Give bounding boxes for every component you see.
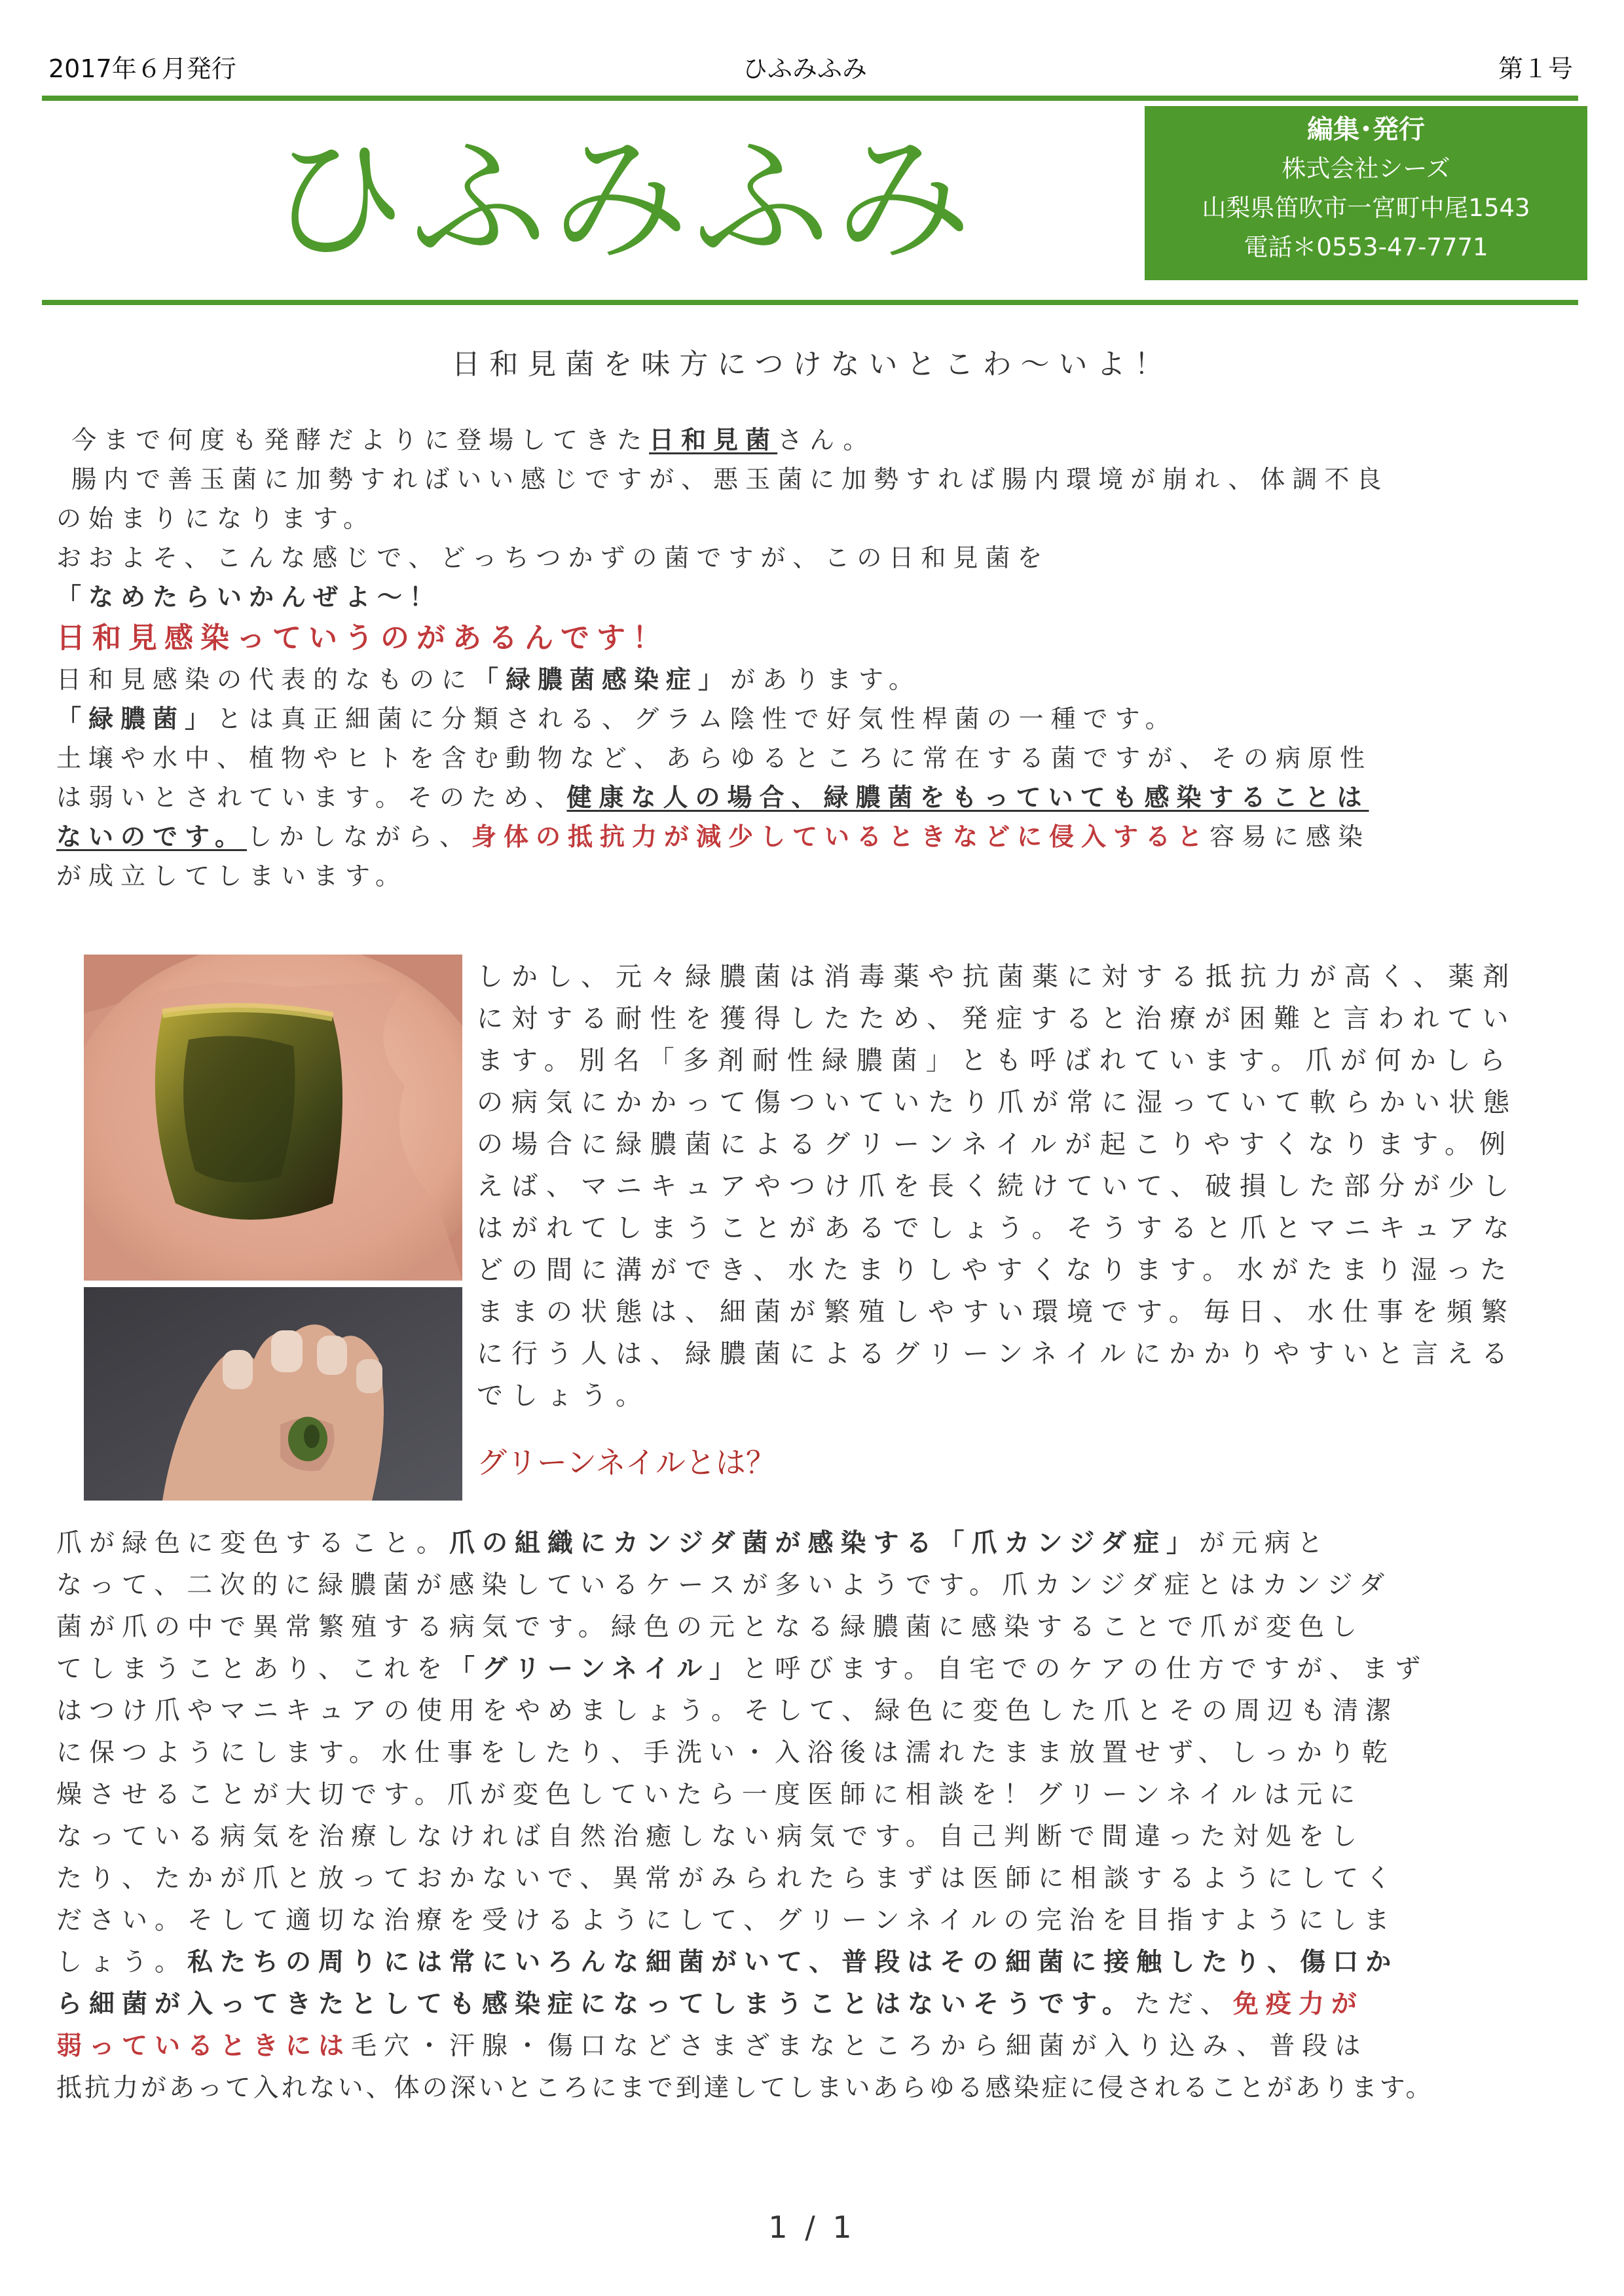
text-run: 今まで何度も発酵だよりに登場してきた: [71, 426, 650, 454]
body-line: たり、たかが爪と放っておかないで、異常がみられたらまずは医師に相談するようにしてく: [56, 1864, 1399, 1893]
text-run: ただ、: [1134, 1990, 1233, 2019]
highlight-term: 「緑膿菌感染症」: [473, 665, 731, 694]
masthead-rule: [42, 300, 1578, 305]
side-line: しかし、元々緑膿菌は消毒薬や抗菌薬に対する抵抗力が高く、薬剤: [477, 962, 1518, 992]
highlight-phrase: 私たちの周りには常にいろんな細菌がいて、普段はその細菌に接触したり、傷口か: [187, 1948, 1399, 1977]
text-run: 毛穴・汗腺・傷口などさまざまなところから細菌が入り込み、普段は: [351, 2032, 1368, 2061]
highlight-phrase: ないのです。: [56, 822, 247, 851]
side-paragraph: [477, 956, 1578, 1417]
intro-line: [56, 660, 1569, 699]
text-run: と呼びます。自宅でのケアの仕方ですが、まず: [742, 1654, 1428, 1684]
side-line: でしょう。: [477, 1381, 650, 1411]
side-line: ます。別名「多剤耐性緑膿菌」とも呼ばれています。爪が何かしら: [477, 1046, 1514, 1076]
side-line: に行う人は、緑膿菌によるグリーンネイルにかかりやすいと言える: [477, 1339, 1517, 1369]
section-heading: グリーンネイルとは？: [477, 1445, 776, 1480]
body-line: はつけ爪やマニキュアの使用をやめましょう。そして、緑色に変色した爪とその周辺も清潔: [56, 1696, 1399, 1726]
header-rule: [42, 96, 1578, 101]
warning-phrase: 弱っているときには: [56, 2032, 352, 2061]
text-run: 容易に感染: [1209, 822, 1371, 851]
text-run: てしまうことあり、これを: [56, 1654, 450, 1684]
side-line: の病気にかかって傷ついていたり爪が常に湿っていて軟らかい状態: [477, 1087, 1518, 1118]
text-run: しょう。: [56, 1948, 188, 1977]
body-line: [56, 2026, 1582, 2068]
body-line: 抵抗力があって入れない、体の深いところにまで到達してしまいあらゆる感染症に侵されることがあります。: [56, 2073, 1434, 2103]
issue-date: 2017年６月発行: [48, 54, 236, 83]
intro-line: おおよそ、こんな感じで、どっちつかずの菌ですが、この日和見菌を: [56, 543, 1050, 572]
issue-number: 第１号: [1498, 54, 1574, 83]
intro-line: が成立してしまいます。: [56, 862, 407, 890]
text-run: 日和見感染の代表的なものに: [56, 665, 474, 694]
body-line: [56, 1984, 1582, 2026]
intro-line: [56, 699, 1569, 738]
publisher-address: 山梨県笛吹市一宮町中尾1543: [1202, 194, 1530, 222]
warning-phrase: 免疫力が: [1232, 1990, 1364, 2019]
intro-line: の始まりになります。: [56, 504, 375, 533]
text-run: さん。: [777, 426, 876, 454]
text-run: は弱いとされています。そのため、: [56, 783, 567, 812]
intro-line: [56, 778, 1569, 817]
text-run: 腸内で善玉菌に加勢すればいい感じですが、悪玉菌に加勢すれば腸内環境が崩れ、体調不良: [71, 465, 1389, 494]
highlight-term: 日和見菌: [649, 426, 778, 454]
side-line: の場合に緑膿菌によるグリーンネイルが起こりやすくなります。例: [477, 1129, 1514, 1159]
intro-line: 土壌や水中、植物やヒトを含む動物など、あらゆるところに常在する菌ですが、その病原性: [56, 744, 1373, 773]
body-line: ださい。そして適切な治療を受けるようにして、グリーンネイルの完治を目指すようにしま: [56, 1906, 1397, 1935]
side-line: どの間に溝ができ、水たまりしやすくなります。水がたまり湿った: [477, 1255, 1515, 1285]
intro-callout: 日和見感染っていうのがあるんです！: [56, 621, 669, 655]
text-run: 爪が緑色に変色すること。: [56, 1529, 450, 1558]
intro-line-emphasis: 「なめたらいかんぜよ～！: [56, 583, 442, 611]
publisher-heading: 編集･発行: [1307, 115, 1425, 145]
text-run: が元病と: [1198, 1529, 1330, 1558]
side-line: えば、マニキュアやつけ爪を長く続けていて、破損した部分が少し: [477, 1171, 1518, 1201]
body-line: なっている病気を治療しなければ自然治癒しない病気です。自己判断で間違った対処をし: [56, 1822, 1364, 1851]
publisher-box: [1145, 106, 1587, 280]
body-line: 燥させることが大切です。爪が変色していたら一度医師に相談を！グリーンネイルは元に: [56, 1780, 1363, 1810]
body-line: [56, 1523, 1582, 1565]
text-run: しかしながら、: [246, 822, 471, 851]
side-line: ままの状態は、細菌が繁殖しやすい環境です。毎日、水仕事を頻繁: [477, 1297, 1516, 1327]
side-line: はがれてしまうことがあるでしょう。そうすると爪とマニキュアな: [477, 1213, 1518, 1243]
body-line: なって、二次的に緑膿菌が感染しているケースが多いようです。爪カンジダ症とはカンジダ: [56, 1571, 1392, 1600]
warning-phrase: 身体の抵抗力が減少しているときなどに侵入すると: [471, 822, 1209, 851]
highlight-phrase: 爪の組織にカンジダ菌が感染する「爪カンジダ症」: [449, 1529, 1199, 1558]
page-number: 1 / 1: [768, 2210, 856, 2245]
highlight-phrase: 健康な人の場合、緑膿菌をもっていても感染することは: [566, 783, 1369, 812]
intro-line: [56, 420, 1569, 460]
finger-nail-photo: [84, 1287, 462, 1501]
body-paragraph: [56, 1523, 1582, 2109]
toenail-photo: [84, 955, 462, 1281]
running-title: ひふみふみ: [743, 54, 868, 83]
text-run: とは真正細菌に分類される、グラム陰性で好気性桿菌の一種です。: [217, 704, 1177, 733]
intro-paragraph: [56, 420, 1569, 896]
article-title: 日和見菌を味方につけないとこわ～いよ！: [451, 348, 1173, 381]
highlight-phrase: ら細菌が入ってきたとしても感染症になってしまうことはないそうです。: [56, 1990, 1135, 2019]
publisher-phone: 電話＊0553-47-7771: [1244, 233, 1488, 261]
body-line: [56, 1649, 1582, 1690]
intro-line: [56, 817, 1569, 856]
intro-line: [56, 460, 1569, 499]
body-line: [56, 1942, 1582, 1984]
body-line: 菌が爪の中で異常繁殖する病気です。緑色の元となる緑膿菌に感染することで爪が変色し: [56, 1613, 1364, 1642]
text-run: があります。: [730, 665, 921, 694]
highlight-term: 「緑膿菌」: [56, 704, 217, 733]
highlight-term: 「グリーンネイル」: [449, 1654, 743, 1684]
masthead-title: ひふみふみ: [268, 119, 976, 280]
side-line: に対する耐性を獲得したため、発症すると治療が困難と言われてい: [477, 1004, 1517, 1034]
body-line: に保つようにします。水仕事をしたり、手洗い・入浴後は濡れたまま放置せず、しっかり乾: [56, 1738, 1395, 1768]
publisher-company: 株式会社シーズ: [1282, 155, 1450, 183]
